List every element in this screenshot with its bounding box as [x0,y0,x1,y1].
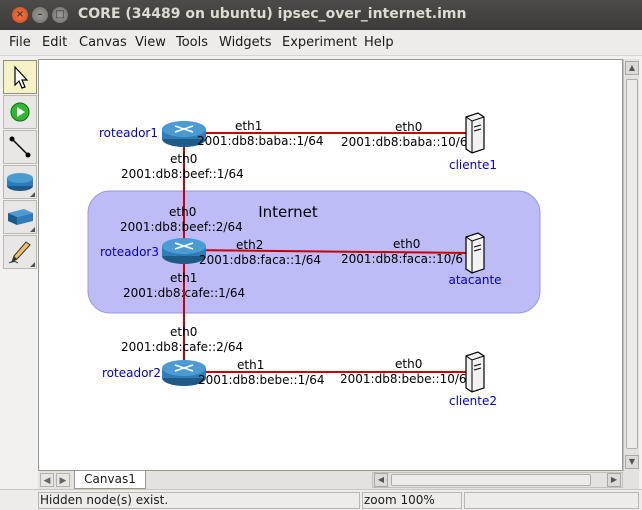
tab-canvas1[interactable]: Canvas1 [74,471,146,489]
iface-c2-eth0: eth0 [395,357,423,371]
status-extra [464,492,639,509]
iface-c1-eth0-addr: 2001:db8:baba::10/6 [341,135,468,149]
iface-c2-eth0-addr: 2001:db8:bebe::10/6 [340,372,467,386]
iface-atk-eth0: eth0 [393,237,421,251]
status-message: Hidden node(s) exist. [38,492,360,509]
close-window-button[interactable]: × [12,7,28,23]
vertical-scroll-thumb[interactable] [626,79,638,449]
minimize-window-button[interactable]: – [32,7,48,23]
play-icon [4,96,36,128]
host-cliente1[interactable] [466,113,484,153]
iface-r3-eth0: eth0 [169,205,197,219]
menu-view[interactable]: View [135,35,166,50]
menu-experiment[interactable]: Experiment [282,35,358,50]
start-experiment-button[interactable] [3,95,37,129]
iface-r1-eth1-addr: 2001:db8:baba::1/64 [197,134,324,148]
topology-canvas[interactable] [38,59,623,471]
link-tool[interactable] [3,130,37,164]
scroll-left-arrow-icon[interactable]: ◀ [374,473,388,487]
node-label-roteador1: roteador1 [99,126,158,140]
host-cliente2[interactable] [466,352,484,392]
menu-tools[interactable]: Tools [176,35,209,50]
topology-drawing [39,60,623,471]
scroll-up-arrow-icon[interactable]: ▲ [625,61,639,75]
zoom-level: zoom 100% [362,492,462,509]
router-tool[interactable] [3,165,37,199]
menu-help[interactable]: Help [364,35,394,50]
menu-file[interactable]: File [9,35,31,50]
iface-r1-eth1: eth1 [235,119,263,133]
status-bar [0,489,642,510]
node-label-cliente2: cliente2 [449,394,497,408]
scroll-right-arrow-icon[interactable]: ▶ [607,473,621,487]
annotation-tool[interactable] [3,235,37,269]
cursor-icon [4,61,36,93]
maximize-window-button[interactable]: □ [52,7,68,23]
iface-r3-eth1: eth1 [170,271,198,285]
host-atacante[interactable] [466,233,484,273]
title-bar [0,0,642,30]
node-label-roteador3: roteador3 [100,245,159,259]
iface-r3-eth1-addr: 2001:db8:cafe::1/64 [123,286,246,300]
iface-r2-eth0: eth0 [170,325,198,339]
iface-r3-eth2-addr: 2001:db8:faca::1/64 [199,253,322,267]
horizontal-scroll-thumb[interactable] [391,474,591,486]
iface-r2-eth0-addr: 2001:db8:cafe::2/64 [121,340,244,354]
tab-prev-icon[interactable]: ◀ [40,473,54,487]
menu-widgets[interactable]: Widgets [219,35,272,50]
iface-r2-eth1: eth1 [237,358,265,372]
toolbar [3,60,37,270]
iface-r3-eth0-addr: 2001:db8:beef::2/64 [120,220,243,234]
tab-next-icon[interactable]: ▶ [56,473,70,487]
iface-atk-eth0-addr: 2001:db8:faca::10/6 [341,252,464,266]
link-icon [4,131,36,163]
node-label-atacante: atacante [448,273,502,287]
switch-tool[interactable] [3,200,37,234]
node-label-cliente1: cliente1 [449,158,497,172]
menu-edit[interactable]: Edit [42,35,68,50]
horizontal-scrollbar[interactable] [372,472,623,488]
iface-r3-eth2: eth2 [236,238,264,252]
menu-canvas[interactable]: Canvas [79,35,127,50]
menu-bar [0,30,642,56]
iface-c1-eth0: eth0 [395,120,423,134]
internet-region-label: Internet [258,203,318,221]
window-title: CORE (34489 on ubuntu) ipsec_over_internet.imn [78,6,467,22]
vertical-scrollbar[interactable] [623,59,639,471]
node-label-roteador2: roteador2 [102,366,161,380]
select-tool[interactable] [3,60,37,94]
canvas-tab-bar [38,471,639,489]
iface-r1-eth0-addr: 2001:db8:beef::1/64 [121,167,244,181]
iface-r1-eth0: eth0 [170,152,198,166]
iface-r2-eth1-addr: 2001:db8:bebe::1/64 [198,373,325,387]
scroll-down-arrow-icon[interactable]: ▼ [625,455,639,469]
